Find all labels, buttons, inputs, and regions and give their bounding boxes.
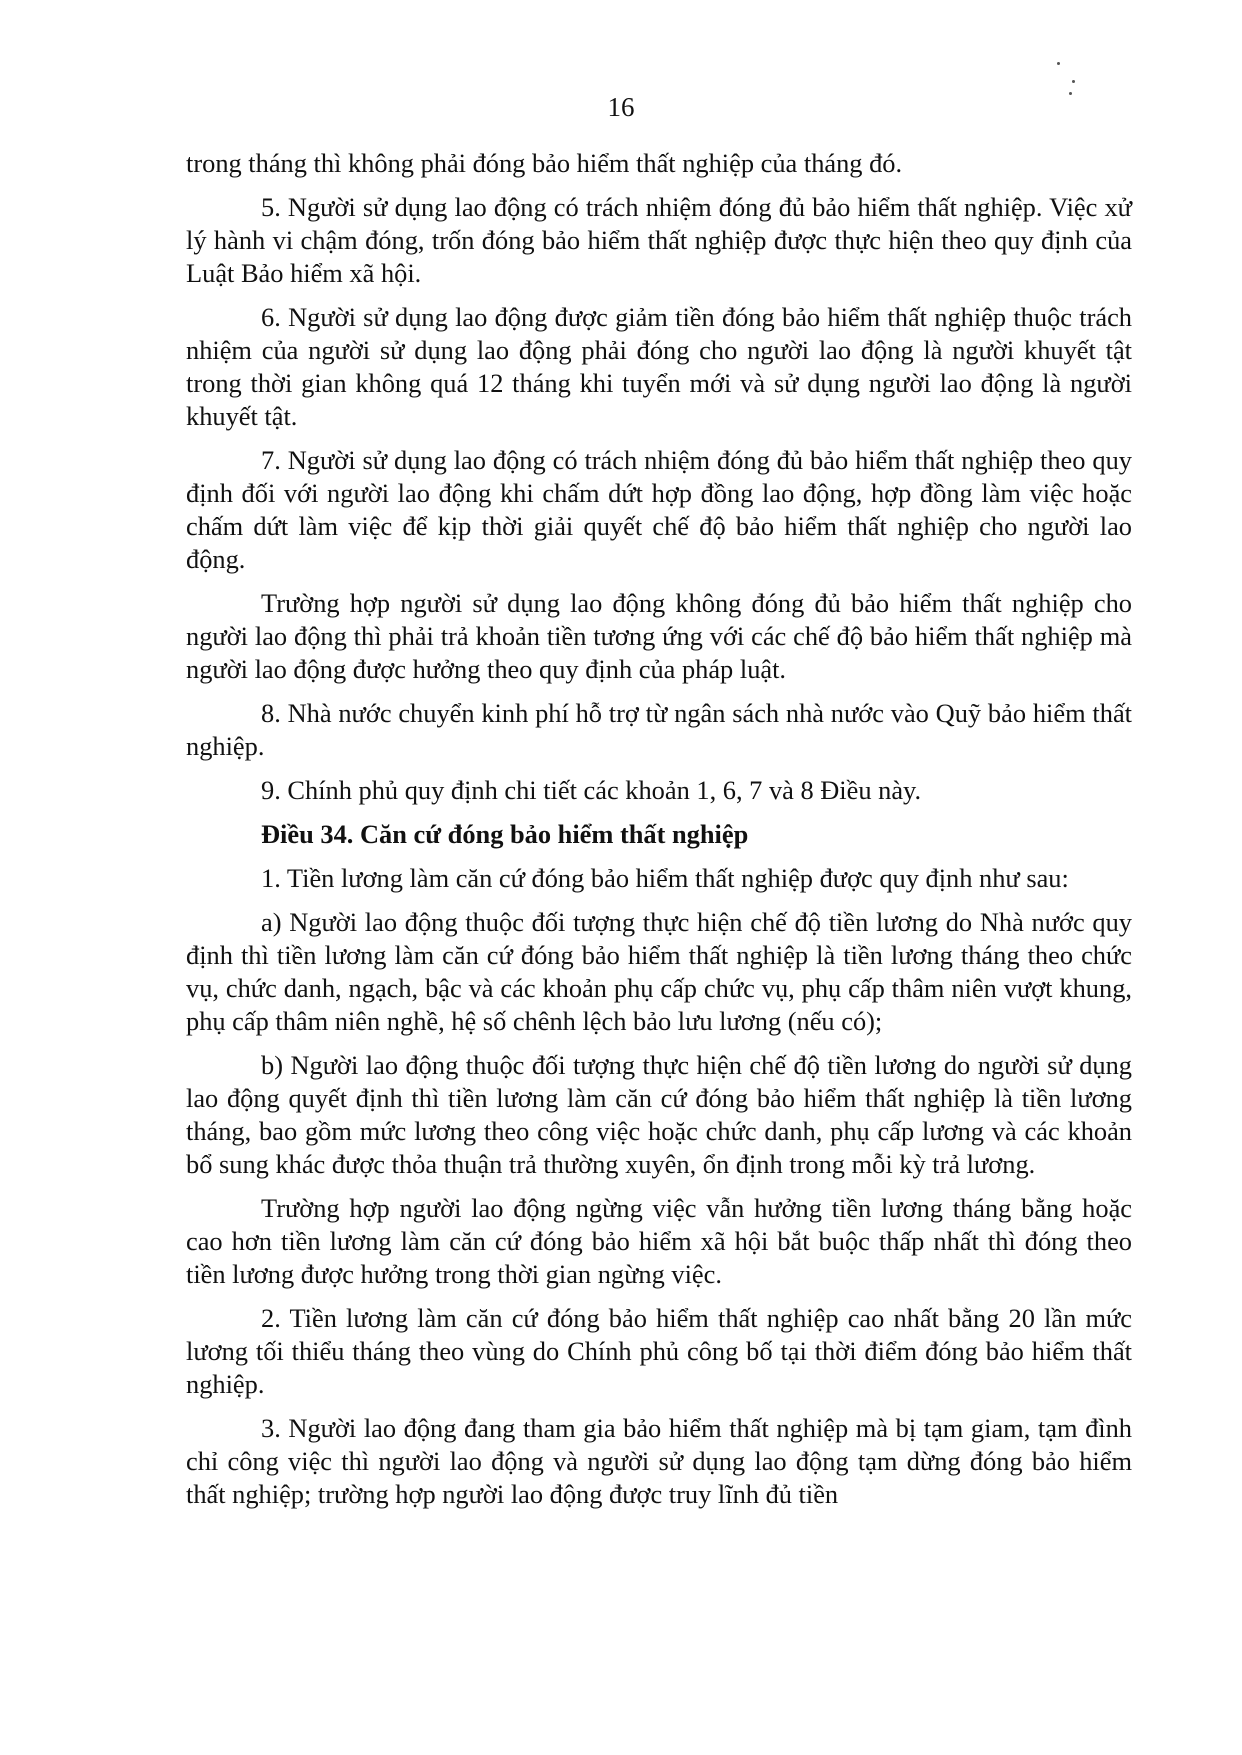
article-34-point-a: a) Người lao động thuộc đối tượng thực hiện chế độ tiền lương do Nhà nước quy định thì tiền lương làm căn cứ đóng bảo hiểm thất nghiệp là tiền lương tháng theo chức vụ, chức danh, ngạch, bậc và các khoản phụ cấp chức vụ, phụ cấp thâm niên vượt khung, phụ cấp thâm niên nghề, hệ số chênh lệch bảo lưu lương (nếu có); — [186, 907, 1132, 1036]
clause-7: 7. Người sử dụng lao động có trách nhiệm đóng đủ bảo hiểm thất nghiệp theo quy định đối với người lao động khi chấm dứt hợp đồng lao động, hợp đồng làm việc hoặc chấm dứt làm việc để kịp thời giải quyết chế độ bảo hiểm thất nghiệp cho người lao động. — [186, 445, 1132, 574]
clause-7-case: Trường hợp người sử dụng lao động không đóng đủ bảo hiểm thất nghiệp cho người lao động thì phải trả khoản tiền tương ứng với các chế độ bảo hiểm thất nghiệp mà người lao động được hưởng theo quy định của pháp luật. — [186, 588, 1132, 684]
article-34-point-b: b) Người lao động thuộc đối tượng thực hiện chế độ tiền lương do người sử dụng lao động quyết định thì tiền lương làm căn cứ đóng bảo hiểm thất nghiệp là tiền lương tháng, bao gồm mức lương theo công việc hoặc chức danh, phụ cấp lương và các khoản bổ sung khác được thỏa thuận trả thường xuyên, ổn định trong mỗi kỳ trả lương. — [186, 1050, 1132, 1179]
clause-9: 9. Chính phủ quy định chi tiết các khoản 1, 6, 7 và 8 Điều này. — [261, 775, 922, 805]
article-34-clause-1: 1. Tiền lương làm căn cứ đóng bảo hiểm thất nghiệp được quy định như sau: — [261, 863, 1069, 893]
article-34-clause-3: 3. Người lao động đang tham gia bảo hiểm thất nghiệp mà bị tạm giam, tạm đình chỉ công việc thì người lao động và người sử dụng lao động tạm dừng đóng bảo hiểm thất nghiệp; trường hợp người lao động được truy lĩnh đủ tiền — [186, 1413, 1132, 1509]
clause-6: 6. Người sử dụng lao động được giảm tiền đóng bảo hiểm thất nghiệp thuộc trách nhiệm của người sử dụng lao động phải đóng cho người lao động là người khuyết tật trong thời gian không quá 12 tháng khi tuyển mới và sử dụng người lao động là người khuyết tật. — [186, 302, 1132, 431]
document-body — [186, 147, 1132, 1522]
scan-speck — [1057, 62, 1060, 65]
scan-speck — [1072, 80, 1075, 83]
clause-5: 5. Người sử dụng lao động có trách nhiệm đóng đủ bảo hiểm thất nghiệp. Việc xử lý hành vi chậm đóng, trốn đóng bảo hiểm thất nghiệp được thực hiện theo quy định của Luật Bảo hiểm xã hội. — [186, 192, 1132, 288]
clause-8: 8. Nhà nước chuyển kinh phí hỗ trợ từ ngân sách nhà nước vào Quỹ bảo hiểm thất nghiệp. — [186, 698, 1132, 761]
page-number: 16 — [607, 92, 635, 122]
article-34-work-stoppage-case: Trường hợp người lao động ngừng việc vẫn hưởng tiền lương tháng bằng hoặc cao hơn tiền lương làm căn cứ đóng bảo hiểm xã hội bắt buộc thấp nhất thì đóng theo tiền lương được hưởng trong thời gian ngừng việc. — [186, 1193, 1132, 1289]
paragraph-continuation: trong tháng thì không phải đóng bảo hiểm thất nghiệp của tháng đó. — [186, 148, 903, 178]
article-34-clause-2: 2. Tiền lương làm căn cứ đóng bảo hiểm thất nghiệp cao nhất bằng 20 lần mức lương tối thiểu tháng theo vùng do Chính phủ công bố tại thời điểm đóng bảo hiểm thất nghiệp. — [186, 1303, 1132, 1399]
article-34-heading: Điều 34. Căn cứ đóng bảo hiểm thất nghiệp — [261, 819, 749, 849]
